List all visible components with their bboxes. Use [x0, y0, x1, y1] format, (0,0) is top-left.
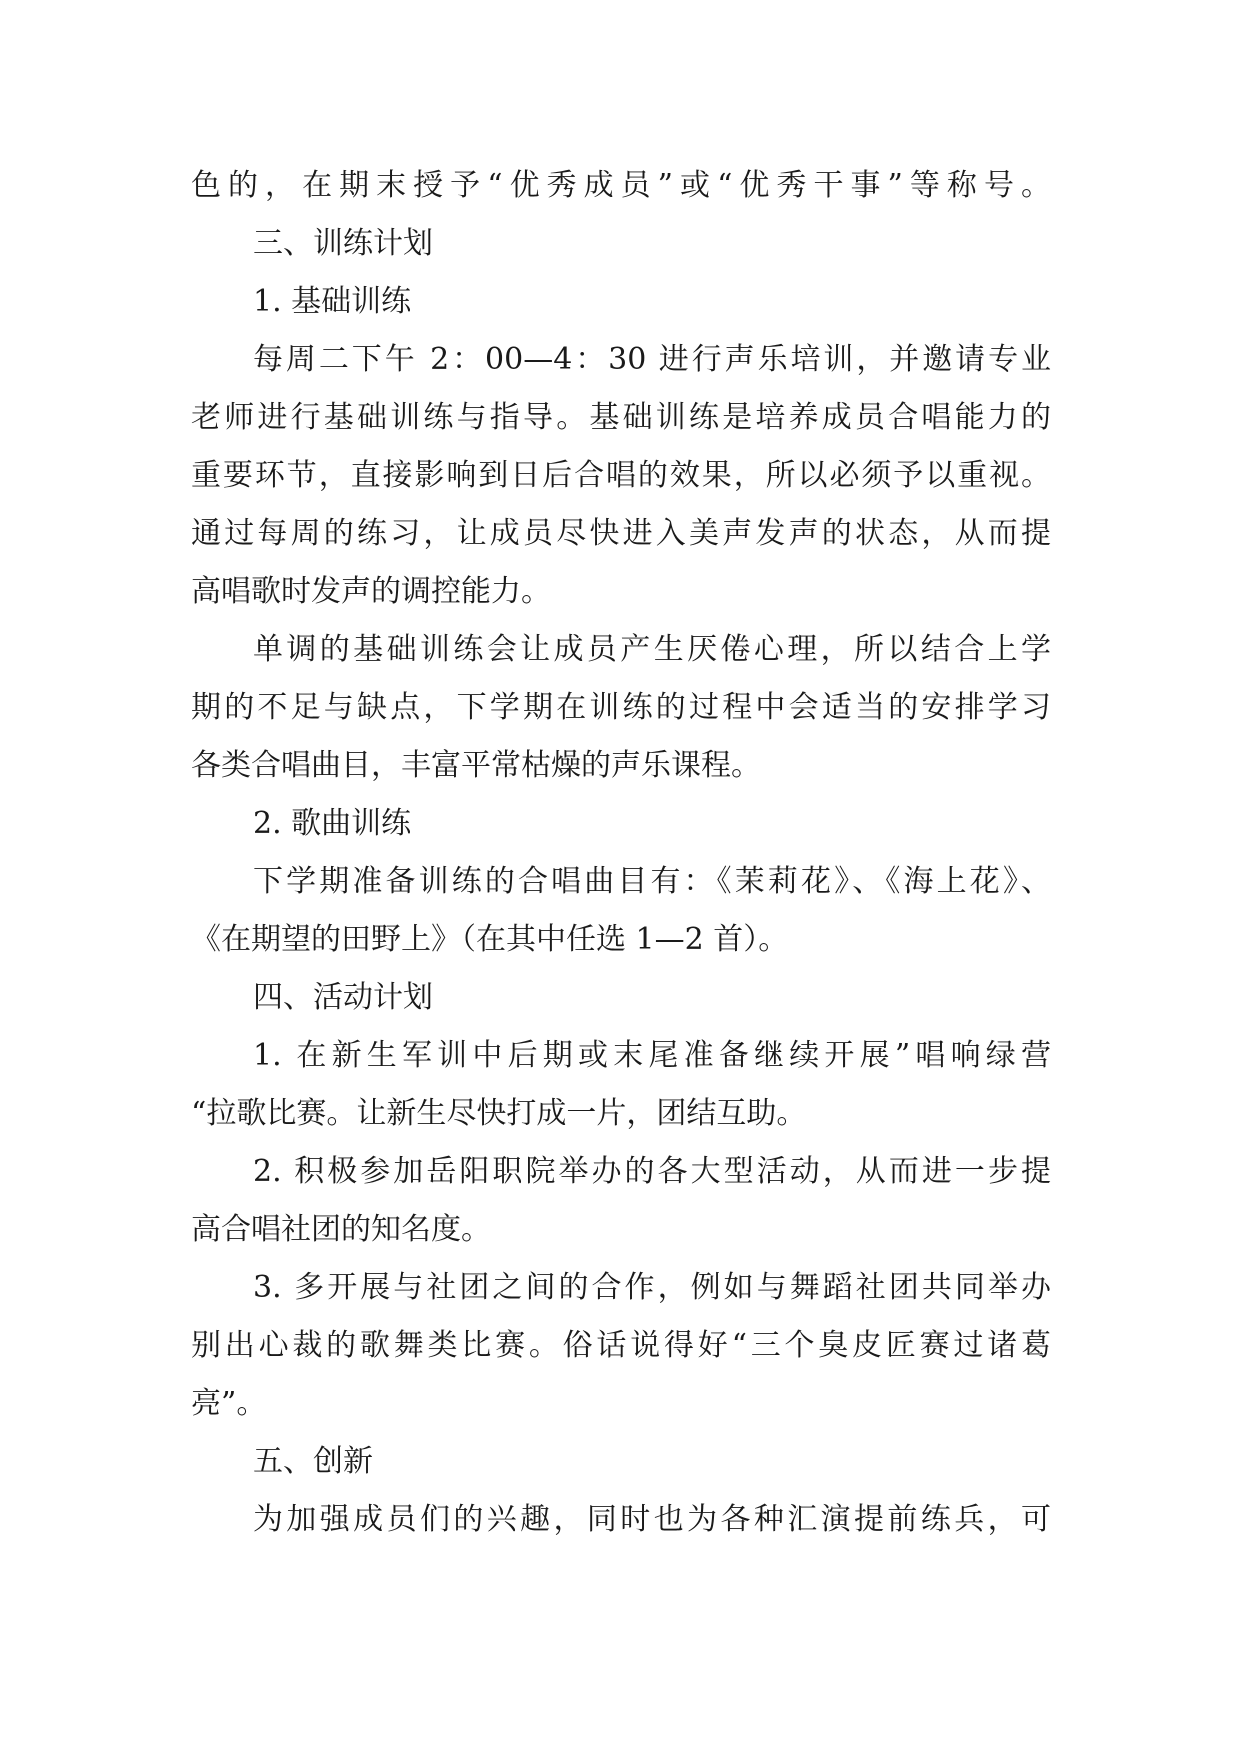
section-heading: 三、训练计划 [253, 226, 433, 261]
paragraph-line: 单调的基础训练会让成员产生厌倦心理，所以结合上学 [253, 632, 1051, 667]
document-body [191, 157, 1051, 1549]
paragraph-line: 每周二下午 2：00—4：30 进行声乐培训，并邀请专业 [253, 342, 1051, 377]
section-heading: 四、活动计划 [253, 980, 433, 1015]
paragraph-line: 1. 在新生军训中后期或末尾准备继续开展”唱响绿营 [253, 1038, 1051, 1073]
paragraph-line: 老师进行基础训练与指导。基础训练是培养成员合唱能力的 [191, 400, 1051, 435]
paragraph-line: 为加强成员们的兴趣，同时也为各种汇演提前练兵，可 [253, 1502, 1051, 1537]
paragraph-line: 高合唱社团的知名度。 [191, 1212, 491, 1247]
paragraph-line: 色的，在期末授予“优秀成员”或“优秀干事”等称号。 [191, 168, 1051, 203]
paragraph-line: 各类合唱曲目，丰富平常枯燥的声乐课程。 [191, 748, 761, 783]
section-heading: 五、创新 [253, 1444, 373, 1479]
paragraph-line: “拉歌比赛。让新生尽快打成一片，团结互助。 [191, 1096, 807, 1131]
paragraph-line: 亮”。 [191, 1386, 267, 1421]
paragraph-line: 通过每周的练习，让成员尽快进入美声发声的状态，从而提 [191, 516, 1051, 551]
paragraph-line: 重要环节，直接影响到日后合唱的效果，所以必须予以重视。 [191, 458, 1051, 493]
paragraph-line: 期的不足与缺点，下学期在训练的过程中会适当的安排学习 [191, 690, 1051, 725]
paragraph-line: 《在期望的田野上》（在其中任选 1—2 首）。 [191, 922, 789, 957]
subsection-heading: 1. 基础训练 [253, 284, 412, 319]
subsection-heading: 2. 歌曲训练 [253, 806, 412, 841]
paragraph-line: 高唱歌时发声的调控能力。 [191, 574, 551, 609]
paragraph-line: 别出心裁的歌舞类比赛。俗话说得好“三个臭皮匠赛过诸葛 [191, 1328, 1051, 1363]
paragraph-line: 3. 多开展与社团之间的合作，例如与舞蹈社团共同举办 [253, 1270, 1051, 1305]
paragraph-line: 2. 积极参加岳阳职院举办的各大型活动，从而进一步提 [253, 1154, 1051, 1189]
paragraph-line: 下学期准备训练的合唱曲目有：《茉莉花》、《海上花》、 [253, 864, 1051, 899]
